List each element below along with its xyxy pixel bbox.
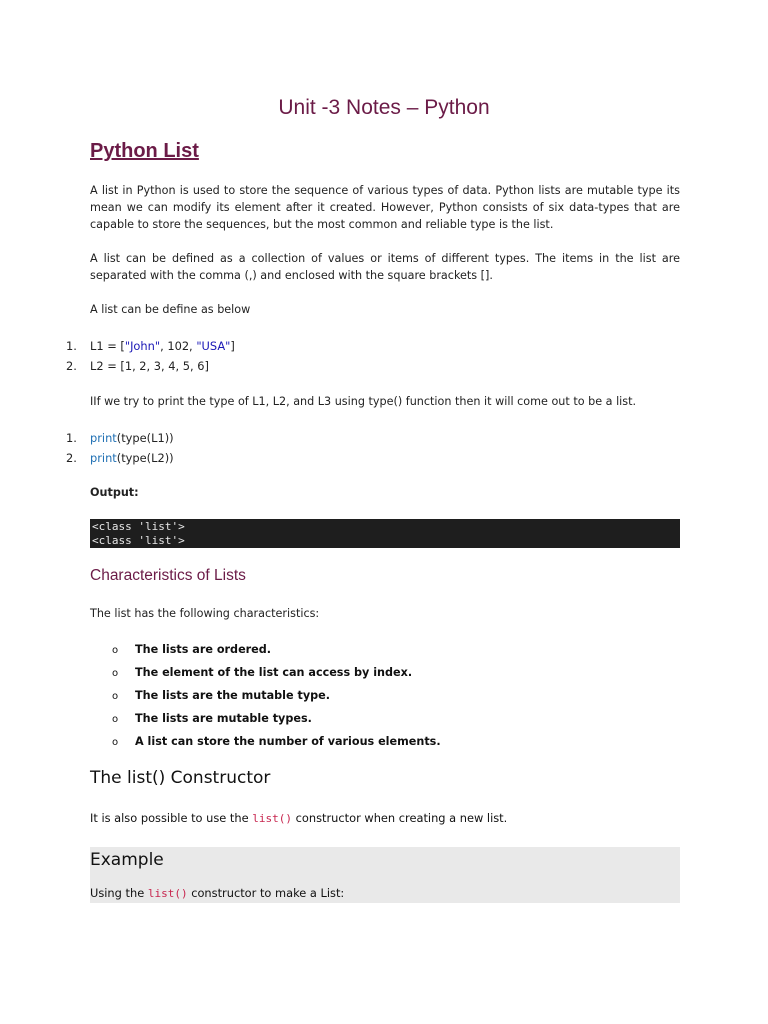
list-item-text: A list can store the number of various elements. bbox=[135, 735, 441, 748]
code-text: , 102, bbox=[160, 339, 197, 353]
characteristics-list bbox=[112, 640, 441, 755]
output-label: Output: bbox=[90, 486, 139, 499]
bullet-mark: o bbox=[112, 645, 119, 656]
list-item-text: The lists are ordered. bbox=[135, 643, 272, 656]
list-item-text: The element of the list can access by index. bbox=[135, 666, 413, 679]
list-item bbox=[112, 709, 441, 732]
section-heading-python-list: Python List bbox=[90, 140, 199, 162]
text-segment: constructor to make a List: bbox=[187, 886, 345, 900]
console-output bbox=[90, 519, 680, 548]
code-text: L1 = [ bbox=[90, 339, 125, 353]
string-literal: "USA" bbox=[196, 339, 231, 353]
inline-code: list() bbox=[147, 887, 188, 900]
print-code bbox=[66, 428, 174, 468]
list-definition-code bbox=[66, 336, 235, 376]
code-text: (type(L1)) bbox=[116, 431, 174, 445]
document-title: Unit -3 Notes – Python bbox=[278, 96, 490, 119]
constructor-heading: The list() Constructor bbox=[90, 768, 271, 788]
line-number: 1. bbox=[66, 431, 77, 445]
type-check-paragraph: IIf we try to print the type of L1, L2, and L3 using type() function then it will come out to be a list. bbox=[90, 395, 637, 408]
code-line-1 bbox=[66, 428, 174, 448]
console-line: <class 'list'> bbox=[92, 534, 185, 547]
list-item bbox=[112, 640, 441, 663]
line-number: 2. bbox=[66, 359, 77, 373]
list-item-text: The lists are mutable types. bbox=[135, 712, 312, 725]
keyword: print bbox=[90, 451, 117, 465]
list-item bbox=[112, 686, 441, 709]
example-box bbox=[90, 847, 680, 903]
code-text: (type(L2)) bbox=[116, 451, 174, 465]
bullet-mark: o bbox=[112, 691, 119, 702]
define-as-paragraph: A list can be define as below bbox=[90, 303, 251, 316]
string-literal: "John" bbox=[124, 339, 161, 353]
text-segment: It is also possible to use the bbox=[90, 811, 253, 825]
text-segment: constructor when creating a new list. bbox=[292, 811, 508, 825]
console-line: <class 'list'> bbox=[92, 520, 185, 533]
line-number: 1. bbox=[66, 339, 77, 353]
keyword: print bbox=[90, 431, 117, 445]
code-line-2 bbox=[66, 356, 235, 376]
text-segment: Using the bbox=[90, 886, 148, 900]
example-title: Example bbox=[90, 850, 164, 870]
line-number: 2. bbox=[66, 451, 77, 465]
example-text bbox=[90, 886, 344, 900]
code-line-2 bbox=[66, 448, 174, 468]
characteristics-heading: Characteristics of Lists bbox=[90, 567, 246, 584]
intro-paragraph: A list in Python is used to store the sequence of various types of data. Python lists are mutable type its mean we can modify its element after it created. However, Python consists of six data-types that are capable to store the sequences, but the most common and reliable type is the list. bbox=[90, 184, 680, 231]
bullet-mark: o bbox=[112, 737, 119, 748]
characteristics-intro: The list has the following characteristics: bbox=[90, 607, 320, 620]
code-text: ] bbox=[230, 339, 235, 353]
list-item bbox=[112, 732, 441, 755]
definition-paragraph: A list can be defined as a collection of values or items of different types. The items in the list are separated with the comma (,) and enclosed with the square brackets []. bbox=[90, 252, 680, 282]
inline-code: list() bbox=[252, 812, 292, 825]
code-text: L2 = [1, 2, 3, 4, 5, 6] bbox=[90, 359, 209, 373]
code-line-1 bbox=[66, 336, 235, 356]
list-item bbox=[112, 663, 441, 686]
list-item-text: The lists are the mutable type. bbox=[135, 689, 330, 702]
bullet-mark: o bbox=[112, 668, 119, 679]
bullet-mark: o bbox=[112, 714, 119, 725]
constructor-text bbox=[90, 811, 507, 825]
